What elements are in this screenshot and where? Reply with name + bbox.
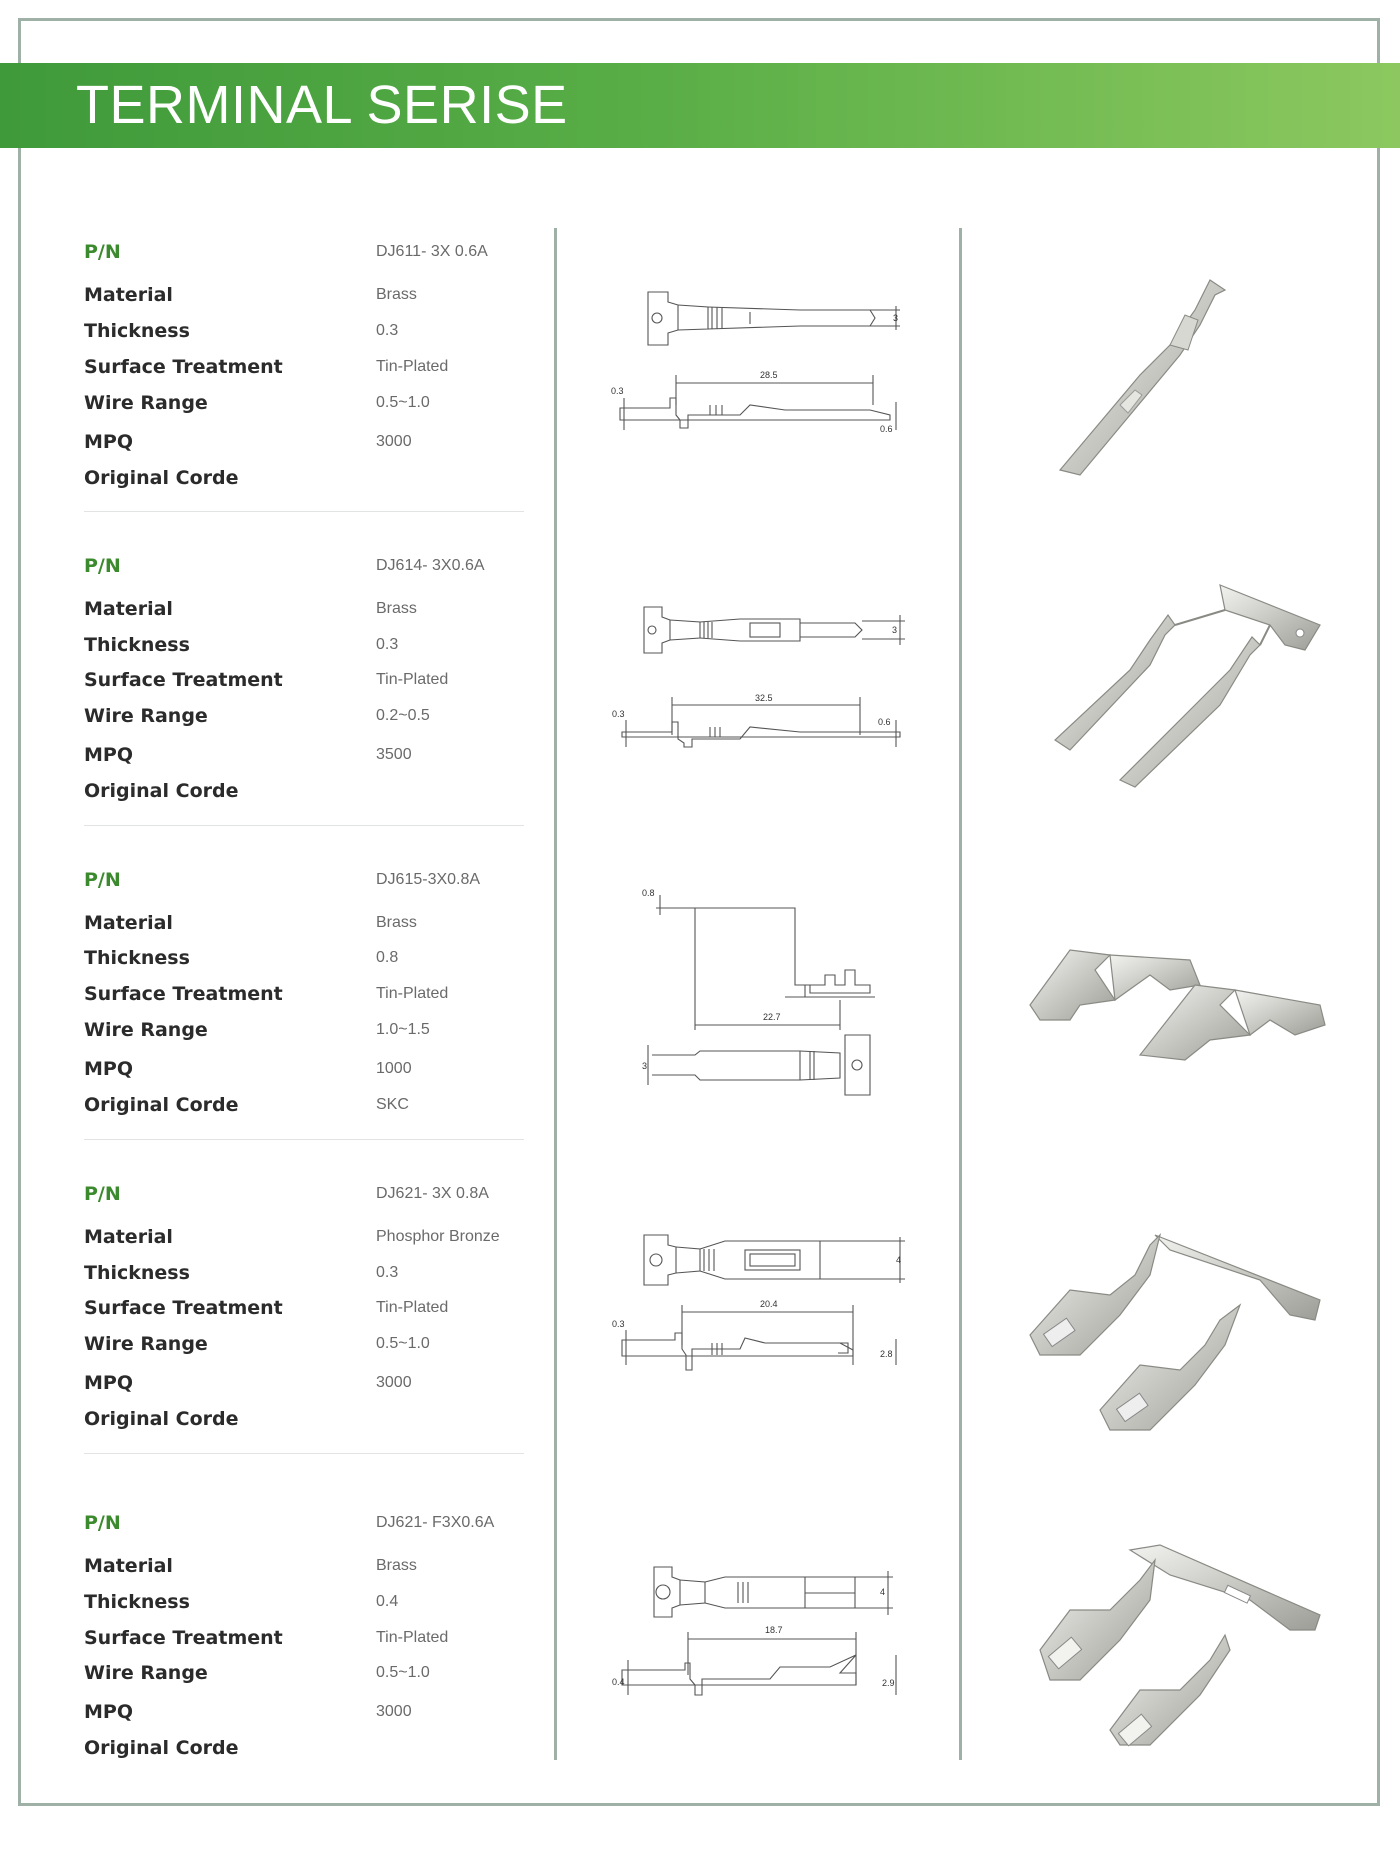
wire-label: Wire Range	[84, 1662, 208, 1684]
mpq-label: MPQ	[84, 431, 133, 453]
surface-label: Surface Treatment	[84, 356, 283, 378]
technical-drawing-3	[600, 885, 930, 1125]
width-dim: 3	[642, 1061, 648, 1071]
thickness-value: 0.8	[376, 949, 399, 966]
mpq-value: 3000	[376, 1703, 412, 1720]
wire-value: 0.5~1.0	[376, 1664, 430, 1681]
row-mpq	[84, 431, 524, 461]
wire-value: 1.0~1.5	[376, 1021, 430, 1038]
width-dim: 4	[880, 1587, 886, 1597]
length-dim: 22.7	[763, 1012, 781, 1022]
row-surface	[84, 669, 524, 699]
row-surface	[84, 1297, 524, 1327]
row-thickness	[84, 947, 524, 977]
mpq-value: 1000	[376, 1060, 412, 1077]
column-divider-left	[554, 228, 557, 1760]
original-value: SKC	[376, 1096, 409, 1113]
width-dim: 4	[896, 1255, 902, 1265]
original-label: Original Corde	[84, 1408, 239, 1430]
height-dim: 0.6	[880, 424, 893, 434]
thick-dim: 0.3	[611, 386, 624, 396]
pn-value: DJ614- 3X0.6A	[376, 557, 485, 574]
row-surface	[84, 356, 524, 386]
thickness-label: Thickness	[84, 1591, 190, 1613]
thickness-value: 0.3	[376, 1264, 399, 1281]
technical-drawing-5	[600, 1555, 930, 1795]
row-material	[84, 598, 524, 628]
mpq-value: 3000	[376, 433, 412, 450]
thickness-value: 0.3	[376, 322, 399, 339]
row-material	[84, 284, 524, 314]
mpq-label: MPQ	[84, 1701, 133, 1723]
wire-value: 0.5~1.0	[376, 1335, 430, 1352]
material-label: Material	[84, 1555, 173, 1577]
product-photo-3	[1000, 895, 1340, 1145]
length-dim: 32.5	[755, 693, 773, 703]
row-mpq	[84, 1372, 524, 1402]
separator	[84, 1453, 524, 1454]
surface-value: Tin-Plated	[376, 1299, 449, 1316]
thickness-value: 0.4	[376, 1593, 399, 1610]
row-wire	[84, 1662, 524, 1692]
separator	[84, 511, 524, 512]
row-original	[84, 1408, 524, 1438]
pn-label: P/N	[84, 241, 121, 263]
row-pn	[84, 1183, 524, 1213]
width-dim: 3	[893, 313, 899, 323]
wire-value: 0.5~1.0	[376, 394, 430, 411]
mpq-value: 3500	[376, 746, 412, 763]
thick-dim: 0.4	[612, 1677, 625, 1687]
length-dim: 18.7	[765, 1625, 783, 1635]
original-label: Original Corde	[84, 1094, 239, 1116]
material-value: Phosphor Bronze	[376, 1228, 500, 1245]
row-material	[84, 912, 524, 942]
product-photo-1	[1000, 265, 1340, 515]
page-title: TERMINAL SERISE	[76, 75, 568, 135]
row-pn	[84, 555, 524, 585]
row-pn	[84, 241, 524, 271]
row-original	[84, 467, 524, 497]
technical-drawing-1	[600, 280, 930, 520]
row-wire	[84, 1333, 524, 1363]
row-wire	[84, 705, 524, 735]
height-dim: 2.9	[882, 1678, 895, 1688]
thick-dim: 0.3	[612, 709, 625, 719]
surface-label: Surface Treatment	[84, 983, 283, 1005]
material-value: Brass	[376, 600, 417, 617]
original-label: Original Corde	[84, 1737, 239, 1759]
separator	[84, 825, 524, 826]
surface-label: Surface Treatment	[84, 669, 283, 691]
width-dim: 3	[892, 625, 898, 635]
technical-drawing-4	[600, 1225, 930, 1465]
row-wire	[84, 1019, 524, 1049]
material-label: Material	[84, 598, 173, 620]
separator	[84, 1139, 524, 1140]
pn-label: P/N	[84, 555, 121, 577]
height-dim: 0.6	[878, 717, 891, 727]
length-dim: 28.5	[760, 370, 778, 380]
material-label: Material	[84, 912, 173, 934]
row-material	[84, 1555, 524, 1585]
surface-value: Tin-Plated	[376, 1629, 449, 1646]
surface-label: Surface Treatment	[84, 1627, 283, 1649]
product-photo-5	[1000, 1530, 1340, 1780]
mpq-label: MPQ	[84, 1058, 133, 1080]
thickness-label: Thickness	[84, 320, 190, 342]
surface-value: Tin-Plated	[376, 671, 449, 688]
row-surface	[84, 983, 524, 1013]
row-pn	[84, 869, 524, 899]
row-pn	[84, 1512, 524, 1542]
row-thickness	[84, 1262, 524, 1292]
product-photo-2	[1000, 575, 1340, 825]
row-surface	[84, 1627, 524, 1657]
original-label: Original Corde	[84, 467, 239, 489]
pn-label: P/N	[84, 1512, 121, 1534]
row-original	[84, 780, 524, 810]
thickness-label: Thickness	[84, 634, 190, 656]
row-thickness	[84, 320, 524, 350]
material-label: Material	[84, 1226, 173, 1248]
material-value: Brass	[376, 914, 417, 931]
row-wire	[84, 392, 524, 422]
pn-value: DJ611- 3X 0.6A	[376, 243, 488, 260]
thickness-label: Thickness	[84, 1262, 190, 1284]
wire-label: Wire Range	[84, 705, 208, 727]
thickness-label: Thickness	[84, 947, 190, 969]
pn-label: P/N	[84, 869, 121, 891]
pn-value: DJ615-3X0.8A	[376, 871, 481, 888]
surface-label: Surface Treatment	[84, 1297, 283, 1319]
column-divider-right	[959, 228, 962, 1760]
material-value: Brass	[376, 286, 417, 303]
original-label: Original Corde	[84, 780, 239, 802]
wire-label: Wire Range	[84, 1019, 208, 1041]
length-dim: 20.4	[760, 1299, 778, 1309]
row-thickness	[84, 634, 524, 664]
mpq-value: 3000	[376, 1374, 412, 1391]
wire-value: 0.2~0.5	[376, 707, 430, 724]
surface-value: Tin-Plated	[376, 358, 449, 375]
row-original	[84, 1094, 524, 1124]
pn-value: DJ621- F3X0.6A	[376, 1514, 495, 1531]
mpq-label: MPQ	[84, 744, 133, 766]
row-thickness	[84, 1591, 524, 1621]
material-value: Brass	[376, 1557, 417, 1574]
thick-dim: 0.3	[612, 1319, 625, 1329]
row-mpq	[84, 1701, 524, 1731]
technical-drawing-2	[600, 595, 930, 835]
height-dim: 2.8	[880, 1349, 893, 1359]
row-mpq	[84, 744, 524, 774]
product-photo-4	[1000, 1205, 1340, 1455]
thickness-value: 0.3	[376, 636, 399, 653]
thick-dim: 0.8	[642, 888, 655, 898]
row-material	[84, 1226, 524, 1256]
wire-label: Wire Range	[84, 1333, 208, 1355]
pn-value: DJ621- 3X 0.8A	[376, 1185, 489, 1202]
pn-label: P/N	[84, 1183, 121, 1205]
header-banner	[0, 63, 1400, 148]
surface-value: Tin-Plated	[376, 985, 449, 1002]
wire-label: Wire Range	[84, 392, 208, 414]
material-label: Material	[84, 284, 173, 306]
row-original	[84, 1737, 524, 1767]
mpq-label: MPQ	[84, 1372, 133, 1394]
row-mpq	[84, 1058, 524, 1088]
